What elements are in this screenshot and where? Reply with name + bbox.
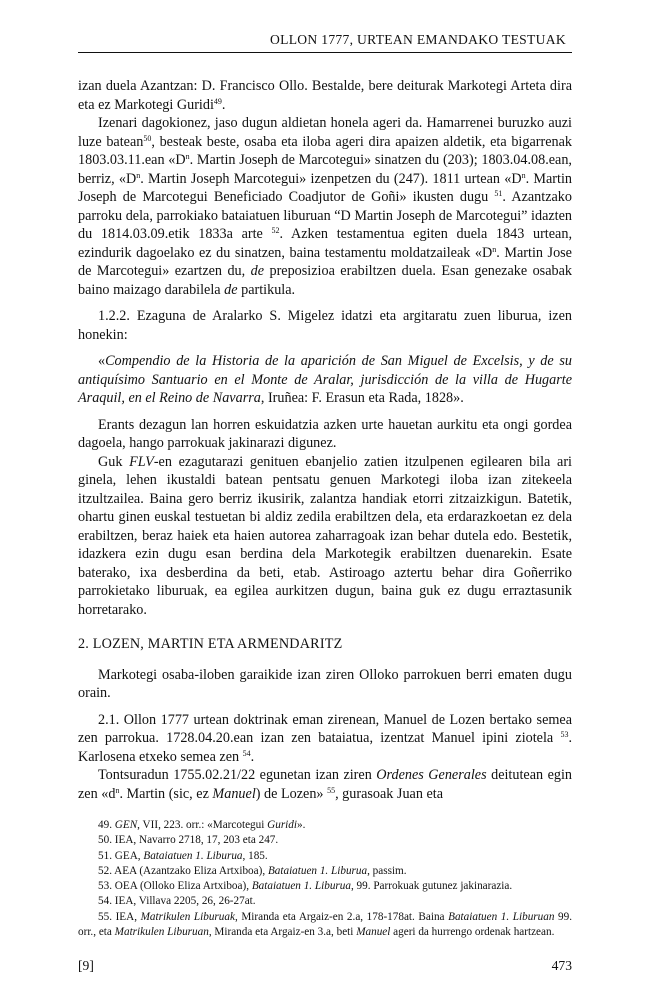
footnote-52: 52. AEA (Azantzako Eliza Artxiboa), Bataiatuen 1. Liburua, passim. (98, 864, 407, 877)
footnote-ref-49[interactable]: 49 (213, 96, 222, 106)
book-citation: «Compendio de la Historia de la aparición de San Miguel de Excelsis, y de su antiquísimo Santuario en el Monte de Aralar, jurisdicción de la villa de Hugarte Araquil, en el Reino de Navarra, Iruñea: F. Erasun eta Rada, 1828». (78, 353, 572, 406)
paragraph-6: Guk FLV-en ezagutarazi genituen ebanjelio zatien itzulpenen egilearen bila ari ginela, lehen ikustaldi batean pentsatu genuen Markotegi iloba izan zitekeela itzultzailea. Baina gero berriz ikusirik, zalantza handiak etorri zitzaizkigun. Batetik, ohartu ginen euskal testuetan bi aldiz zedila erabiltzen dela, eta erdarazkoetan ez dela erabiltzen, beraz haiek eta haien autorea zaharragoak izan behar dutela edo. Bestetik, idazkera ezin dugu esan berdina dela Markotegik erabiltzen duenarekin. Esate baterako, ixa desberdina da beti, etab. Astiroago aztertu behar dira Goñerriko parrokietako liburuak, ea egilea aurkitzen dugun, baina guk ez dugu erraztasunik horretarako. (78, 453, 572, 618)
section-heading: 2. LOZEN, MARTIN ETA ARMENDARITZ (78, 636, 343, 652)
footnote-54: 54. IEA, Villava 2205, 26, 26-27at. (98, 895, 256, 908)
footnote-ref-53[interactable]: 53 (560, 730, 569, 739)
footnote-ref-54[interactable]: 54 (242, 748, 251, 758)
footnote-50: 50. IEA, Navarro 2718, 17, 203 eta 247. (98, 834, 279, 847)
paragraph-5: Erants dezagun lan horren eskuidatzia azken urte hauetan aurkitu eta ongi gordea dagoela, hango parrokuak jakinarazi digunez. (78, 416, 572, 451)
footnote-ref-55[interactable]: 55 (327, 785, 336, 795)
footnote-49: 49. GEN, VII, 223. orr.: «Marcotegui Guridi». (98, 819, 306, 831)
paragraph-2: Izenari dagokionez, jaso dugun aldietan honela ageri da. Hamarrenei buruzko auzi luze batean$^{50}$, besteak beste, osaba eta iloba ageri dira apaizen aldetik, eta bigarrenak 1803.03.11.ean «$D^n$. Martin Joseph de Marcotegui» sinatzen du (203); 1803.04.08.ean, berriz, «$D^n$. Martin Joseph Marcotegui» izenpetzen du (247). 1811 urtean «$D^n$. Martin Joseph de Marcotegui Beneficiado Coadjutor de Goñi» ikusten dugu $^{51}$. Azantzako parroku dela, parrokiako bataiatuen liburuan “D Martin Joseph de Marcotegui” idazten du 1814.03.09.etik 1833a arte $^{52}$. Azken testamentua egiten duela 1843 urtean, ezindurik dagoelako ez du sinatzen, baina testamentu moldatzaileak «$D^n$. Martin Jose de Marcotegui» ezartzen du, de preposizioa erabiltzen duela. Esan genezake osabak baino maizago darabilela de partikula. (78, 115, 572, 298)
running-title: OLLON 1777, URTEAN EMANDAKO TESTUAK (269, 32, 566, 47)
footnote-ref-52[interactable]: 52 (271, 226, 280, 235)
footnote-53: 53. OEA (Olloko Eliza Artxiboa), Bataiatuen 1. Liburua, 99. Parrokuak gutunez jakinarazia. (98, 880, 513, 893)
footnote-51: 51. GEA, Bataiatuen 1. Liburua, 185. (98, 849, 268, 862)
footnote-ref-50[interactable]: 50 (143, 133, 152, 143)
paragraph-8: 2.1. Ollon 1777 urtean doktrinak eman zirenean, Manuel de Lozen bertako semea zen parrokua. 1728.04.20.ean izan zen bataiatua, izentzat Manuel ipini ziotela $^{53}$. Karlosena etxeko semea zen $^{54}$. (78, 711, 572, 765)
paragraph-3: 1.2.2. Ezaguna de Aralarko S. Migelez idatzi eta argitaratu zuen liburua, izen honekin: (78, 308, 572, 343)
paragraph-1: izan duela Azantzan: D. Francisco Ollo. Bestalde, bere deiturak Markotegi Arteta dira eta ez Markotegi Guridi$^{49}$. (78, 78, 572, 113)
main-text (78, 77, 572, 803)
paragraph-9: Tontsuradun 1755.02.21/22 egunetan izan ziren Ordenes Generales deitutean egin zen «$d^n$. Martin (sic, ez Manuel) de Lozen» $^{55}$, gurasoak Juan eta (78, 767, 573, 802)
footnote-ref-51[interactable]: 51 (494, 189, 503, 198)
footnotes (78, 818, 572, 940)
header-rule (78, 52, 572, 53)
folio-bracket: [9] (78, 958, 94, 973)
page-number: 473 (551, 958, 572, 973)
footnote-55: 55. IEA, Matrikulen Liburuak, Miranda eta Argaiz-en 2.a, 178-178at. Baina Bataiatuen 1. Liburuan 99. orr., eta Matrikulen Liburuan, Miranda eta Argaiz-en 3.a, beti Manuel ageri da hurrengo ordenak hartzean. (78, 910, 573, 939)
running-header (78, 30, 572, 53)
paragraph-7: Markotegi osaba-iloben garaikide izan ziren Olloko parrokuen berri ematen dugu orain. (78, 666, 572, 701)
